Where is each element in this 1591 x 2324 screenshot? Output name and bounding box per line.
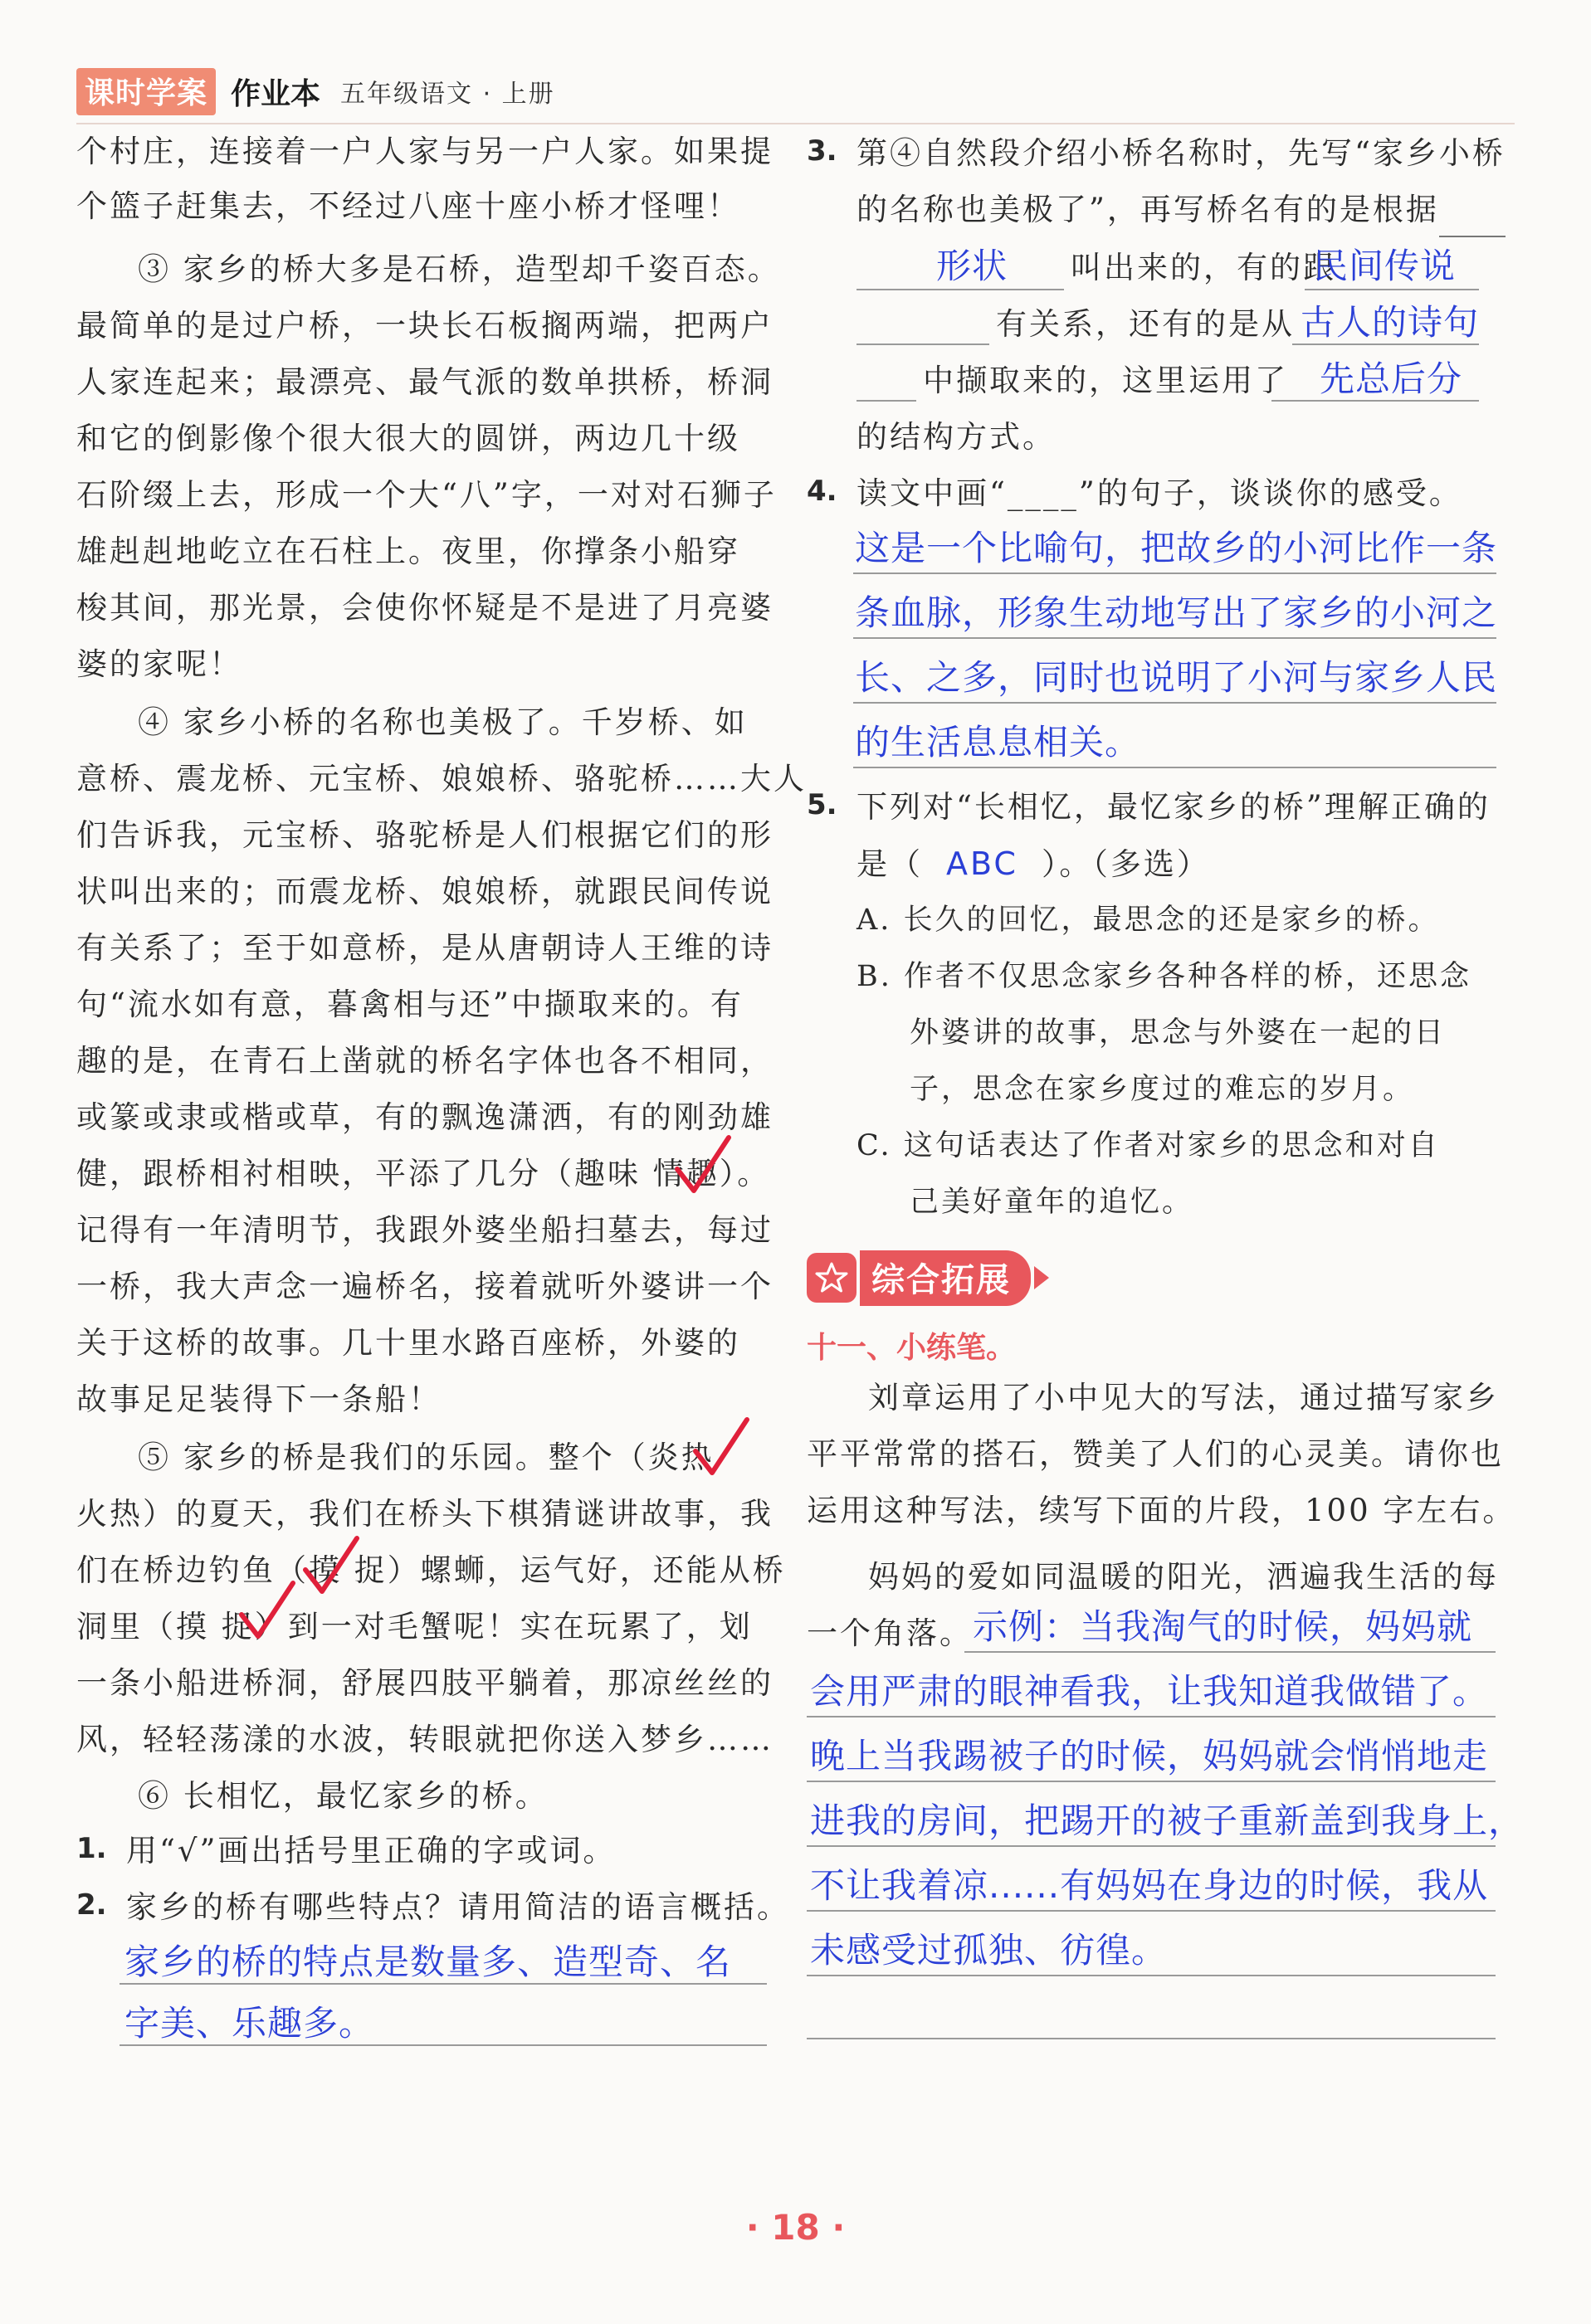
option-b: B. 作者不仅思念家乡各种各样的桥，还思念 <box>857 960 1471 993</box>
grade-subject: 五年级语文 · 上册 <box>340 80 555 109</box>
passage-line: 雄赳赳地屹立在石柱上。夜里，你撑条小船穿 <box>76 533 740 569</box>
badge-arrow-icon <box>1034 1266 1049 1289</box>
passage-line: 梭其间，那光景，会使你怀疑是不是进了月亮婆 <box>76 590 774 626</box>
answer-handwriting: 长、之多，同时也说明了小河与家乡人民 <box>855 657 1498 698</box>
check-mark-icon <box>302 1533 360 1600</box>
check-mark-icon <box>238 1578 296 1644</box>
answer-underline <box>120 2044 767 2046</box>
passage-line: 或篆或隶或楷或草，有的飘逸潇洒，有的刚劲雄 <box>76 1099 774 1135</box>
answer-handwriting: 示例：当我淘气的时候，妈妈就 <box>973 1606 1473 1647</box>
option-a: A. 长久的回忆，最思念的还是家乡的桥。 <box>857 904 1440 937</box>
option-c-cont: 己美好童年的追忆。 <box>910 1186 1194 1219</box>
passage-line: 和它的倒影像个很大很大的圆饼，两边几十级 <box>76 421 740 456</box>
question-1-text: 用“√”画出括号里正确的字或词。 <box>126 1833 617 1868</box>
answer-handwriting: 字美、乐趣多。 <box>124 2003 375 2044</box>
question-3-line: 第④自然段介绍小桥名称时，先写“家乡小桥 <box>857 135 1506 171</box>
question-5-text: ）。（多选） <box>1041 846 1210 882</box>
answer-handwriting: ABC <box>946 845 1018 882</box>
question-3-line: 有关系，还有的是从 <box>996 306 1295 342</box>
answer-underline <box>1271 400 1479 402</box>
passage-line: 洞里（摸 捉）到一对毛蟹呢！实在玩累了，划 <box>76 1609 753 1644</box>
star-icon <box>807 1253 857 1303</box>
answer-handwriting: 会用严肃的眼神看我，让我知道我做错了。 <box>810 1671 1489 1712</box>
passage-line: 有关系了；至于如意桥，是从唐朝诗人王维的诗 <box>76 930 774 966</box>
passage-line: 一条小船进桥洞，舒展四肢平躺着，那凉丝丝的 <box>76 1665 774 1701</box>
answer-underline <box>857 400 916 402</box>
prompt-line: 一个角落。 <box>807 1615 973 1651</box>
answer-handwriting: 先总后分 <box>1320 358 1463 399</box>
option-b-cont: 子，思念在家乡度过的难忘的岁月。 <box>910 1073 1415 1106</box>
prompt-line: 妈妈的爱如同温暖的阳光，洒遍我生活的每 <box>868 1559 1499 1595</box>
answer-underline <box>807 2038 1496 2039</box>
section-title: 综合拓展 <box>860 1250 1031 1306</box>
passage-line: 们告诉我，元宝桥、骆驼桥是人们根据它们的形 <box>76 817 774 853</box>
answer-underline <box>964 1651 1496 1653</box>
passage-line: 个篮子赶集去，不经过八座十座小桥才怪哩！ <box>76 188 740 224</box>
answer-underline <box>1305 289 1479 290</box>
answer-underline <box>807 1781 1496 1782</box>
answer-handwriting: 形状 <box>936 246 1008 286</box>
passage-line: 记得有一年清明节，我跟外婆坐船扫墓去，每过 <box>76 1212 774 1248</box>
passage-line: 个村庄，连接着一户人家与另一户人家。如果提 <box>76 134 774 169</box>
answer-underline <box>857 343 989 345</box>
passage-line: 关于这桥的故事。几十里水路百座桥，外婆的 <box>76 1325 740 1361</box>
passage-line: 状叫出来的；而震龙桥、娘娘桥，就跟民间传说 <box>76 874 774 909</box>
answer-underline <box>853 767 1496 768</box>
blank <box>1439 236 1506 237</box>
passage-line: 石阶缀上去，形成一个大“八”字，一对对石狮子 <box>76 477 777 513</box>
prompt-line: 平平常常的搭石，赞美了人们的心灵美。请你也 <box>807 1436 1504 1472</box>
answer-underline <box>807 1845 1496 1847</box>
answer-handwriting: 条血脉，形象生动地写出了家乡的小河之 <box>855 592 1498 633</box>
passage-line: ③ 家乡的桥大多是石桥，造型却千姿百态。 <box>138 251 781 287</box>
question-number: 3. <box>807 134 837 168</box>
question-3-line: 叫出来的，有的跟 <box>1071 250 1336 285</box>
question-2-text: 家乡的桥有哪些特点？请用简洁的语言概括。 <box>126 1889 790 1925</box>
passage-line: 们在桥边钓鱼（摸 捉）螺蛳，运气好，还能从桥 <box>76 1552 786 1588</box>
question-number: 2. <box>76 1888 107 1922</box>
passage-line: 火热）的夏天，我们在桥头下棋猜谜讲故事，我 <box>76 1496 774 1532</box>
question-3-line: 中撷取来的，这里运用了 <box>923 363 1288 398</box>
exercise-heading: 十一、小练笔。 <box>807 1331 1017 1365</box>
question-5-text: 下列对“长相忆，最忆家乡的桥”理解正确的 <box>857 789 1491 825</box>
answer-underline <box>853 637 1496 639</box>
check-mark-icon <box>674 1133 732 1199</box>
check-mark-icon <box>692 1415 750 1481</box>
question-number: 4. <box>807 475 837 508</box>
passage-line: 人家连起来；最漂亮、最气派的数单拱桥，桥洞 <box>76 364 774 400</box>
page-header <box>76 66 555 116</box>
passage-line: 婆的家呢！ <box>76 646 242 682</box>
answer-handwriting: 未感受过孤独、彷徨。 <box>810 1930 1168 1971</box>
passage-line: 健，跟桥相衬相映，平添了几分（趣味 情趣）。 <box>76 1156 771 1191</box>
passage-line: 最简单的是过户桥，一块长石板搁两端，把两户 <box>76 308 774 343</box>
answer-handwriting: 这是一个比喻句，把故乡的小河比作一条 <box>855 528 1498 568</box>
question-4-text: 读文中画“____”的句子，谈谈你的感受。 <box>857 475 1462 511</box>
answer-underline <box>1292 343 1479 345</box>
question-number: 1. <box>76 1832 107 1865</box>
brand-logo: 课时学案 <box>76 68 216 115</box>
passage-line: 一桥，我大声念一遍桥名，接着就听外婆讲一个 <box>76 1269 774 1304</box>
passage-line: 趣的是，在青石上凿就的桥名字体也各不相同， <box>76 1043 774 1079</box>
answer-underline <box>853 572 1496 574</box>
workbook-title: 作业本 <box>231 76 321 111</box>
answer-underline <box>807 1910 1496 1912</box>
question-5-answer-line <box>807 836 1210 891</box>
answer-underline <box>807 1716 1496 1717</box>
question-3-line <box>807 183 1506 237</box>
passage-line: 句“流水如有意，暮禽相与还”中撷取来的。有 <box>76 987 744 1022</box>
answer-underline <box>853 702 1496 704</box>
answer-underline <box>807 1975 1496 1976</box>
answer-handwriting: 的生活息息相关。 <box>855 722 1141 762</box>
question-3-text: 的名称也美极了”，再写桥名有的是根据 <box>857 192 1439 227</box>
section-badge <box>807 1251 1049 1304</box>
answer-handwriting: 家乡的桥的特点是数量多、造型奇、名 <box>124 1942 732 1982</box>
answer-underline <box>120 1983 767 1985</box>
answer-handwriting: 民间传说 <box>1313 246 1457 286</box>
page-number: · 18 · <box>745 2207 846 2248</box>
question-5-text: 是（ <box>857 846 923 882</box>
prompt-line: 运用这种写法，续写下面的片段，100 字左右。 <box>807 1493 1516 1528</box>
answer-underline <box>857 289 1064 290</box>
option-c: C. 这句话表达了作者对家乡的思念和对自 <box>857 1129 1440 1162</box>
prompt-line: 刘章运用了小中见大的写法，通过描写家乡 <box>868 1380 1499 1415</box>
answer-handwriting: 进我的房间，把踢开的被子重新盖到我身上， <box>810 1800 1525 1841</box>
question-3-line: 的结构方式。 <box>857 419 1056 455</box>
passage-line: 意桥、震龙桥、元宝桥、娘娘桥、骆驼桥……大人 <box>76 761 807 797</box>
passage-line: 风，轻轻荡漾的水波，转眼就把你送入梦乡…… <box>76 1722 774 1757</box>
answer-handwriting: 不让我着凉......有妈妈在身边的时候，我从 <box>810 1865 1489 1906</box>
question-number: 5. <box>807 788 837 821</box>
passage-line: 故事足足装得下一条船！ <box>76 1381 442 1417</box>
passage-line: ⑤ 家乡的桥是我们的乐园。整个（炎热 <box>138 1440 715 1475</box>
passage-line: ⑥ 长相忆，最忆家乡的桥。 <box>138 1778 549 1814</box>
passage-line: ④ 家乡小桥的名称也美极了。千岁桥、如 <box>138 704 748 740</box>
answer-handwriting: 晚上当我踢被子的时候，妈妈就会悄悄地走 <box>810 1736 1489 1776</box>
option-b-cont: 外婆讲的故事，思念与外婆在一起的日 <box>910 1016 1447 1050</box>
answer-handwriting: 古人的诗句 <box>1301 302 1480 343</box>
